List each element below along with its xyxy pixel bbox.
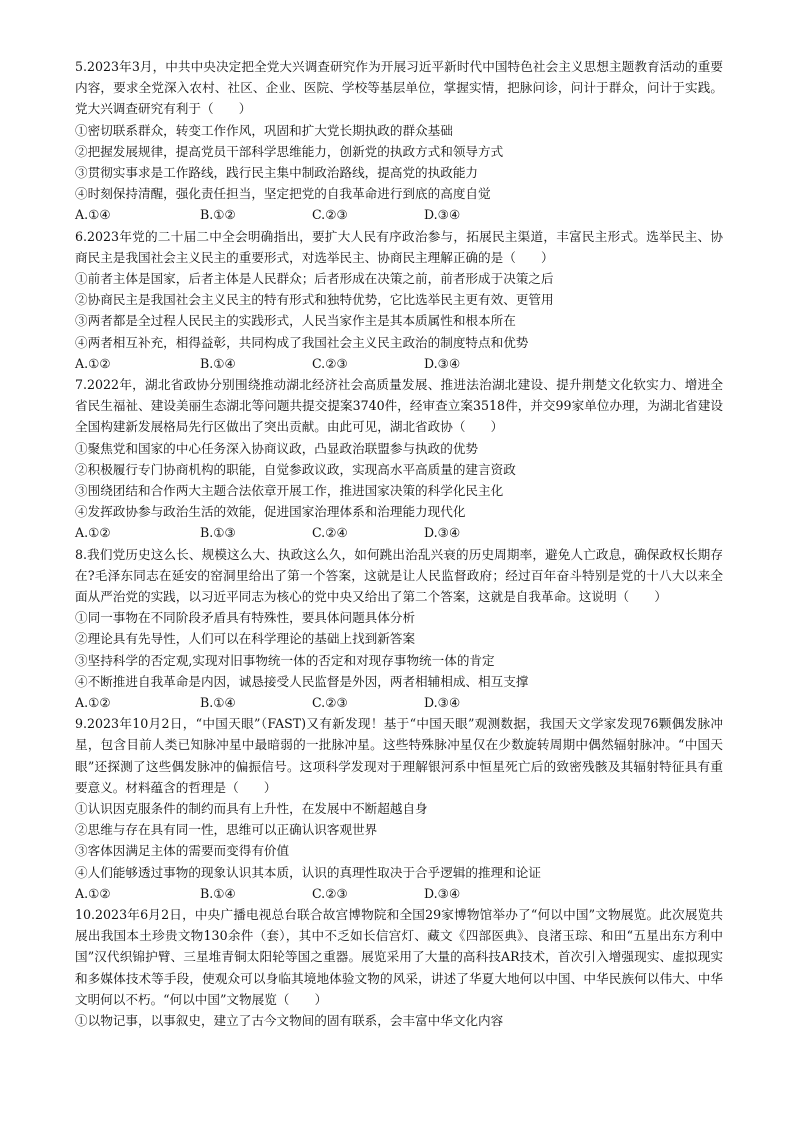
question-stem: 5.2023年3月，中共中央决定把全党大兴调查研究作为开展习近平新时代中国特色社会主义思想主题教育活动的重要内容，要求全党深入农村、社区、企业、医院、学校等基层单位，掌握实情，把脉问诊，问计于群众，问计于实践。党大兴调查研究有利于（ ） (75, 59, 723, 117)
question-8 (75, 544, 723, 714)
answer-c: C.②③ (312, 207, 348, 223)
answer-choices (75, 204, 723, 225)
answer-b: B.①④ (200, 695, 236, 711)
option-2: ②协商民主是我国社会主义民主的特有形式和独特优势，它比选举民主更有效、更管用 (75, 292, 554, 308)
option-2: ②思维与存在具有同一性，思维可以正确认识客观世界 (75, 822, 378, 838)
answer-d: D.③④ (424, 207, 461, 223)
answer-a: A.①② (75, 355, 111, 371)
question-6 (75, 226, 723, 374)
option-2: ②把握发展规律，提高党员干部科学思维能力，创新党的执政方式和领导方式 (75, 143, 504, 159)
question-10 (75, 904, 723, 1031)
question-9 (75, 713, 723, 904)
answer-d: D.③④ (424, 695, 461, 711)
option-2: ②理论具有先导性，人们可以在科学理论的基础上找到新答案 (75, 631, 416, 647)
answer-c: C.②③ (312, 355, 348, 371)
question-stem: 8.我们党历史这么长、规模这么大、执政这么久，如何跳出治乱兴衰的历史周期率，避免人亡政息，确保政权长期存在?毛泽东同志在延安的窑洞里给出了第一个答案，这就是让人民监督政府；经过百年奋斗特别是党的十八大以来全面从严治党的实践，以习近平同志为核心的党中央又给出了第二个答案，这就是自我革命。这说明（ ） (75, 546, 723, 605)
option-4: ④人们能够透过事物的现象认识其本质，认识的真理性取决于合乎逻辑的推理和论证 (75, 864, 541, 880)
option-2: ②积极履行专门协商机构的职能，自觉参政议政，实现高水平高质量的建言资政 (75, 461, 516, 477)
answer-c: C.②③ (312, 885, 348, 901)
option-1: ①前者主体是国家，后者主体是人民群众；后者形成在决策之前，前者形成于决策之后 (75, 271, 554, 287)
option-1: ①聚焦党和国家的中心任务深入协商议政，凸显政治联盟参与执政的优势 (75, 440, 478, 456)
option-1: ①认识因克服条件的制约而具有上升性，在发展中不断超越自身 (75, 801, 428, 817)
option-4: ④发挥政协参与政治生活的效能，促进国家治理体系和治理能力现代化 (75, 504, 466, 520)
option-3: ③围绕团结和合作两大主题合法依章开展工作，推进国家决策的科学化民主化 (75, 483, 504, 499)
answer-choices (75, 522, 723, 543)
answer-a: A.①④ (75, 207, 111, 223)
answer-c: C.②③ (312, 695, 348, 711)
answer-b: B.①③ (200, 525, 236, 541)
option-3: ③坚持科学的否定观,实现对旧事物统一体的否定和对现存事物统一体的肯定 (75, 652, 495, 668)
answer-d: D.③④ (424, 355, 461, 371)
question-7 (75, 374, 723, 544)
question-5 (75, 56, 723, 226)
option-3: ③两者都是全过程人民民主的实践形式，人民当家作主是其本质属性和根本所在 (75, 313, 516, 329)
answer-choices (75, 353, 723, 374)
question-stem: 10.2023年6月2日，中央广播电视总台联合故宫博物院和全国29家博物馆举办了“何以中国”文物展览。此次展览共展出我国本土珍贵文物130余件（套），其中不乏如长信宫灯、藏文《四部医典》、良渚玉琮、和田“五星出东方利中国”汉代织锦护臂、三星堆青铜太阳轮等国之重器。展览采用了大量的高科技AR技术，首次引入增强现实、虚拟现实和多媒体技术等手段，使观众可以身临其境地体验文物的风采，讲述了华夏大地何以中国、中华民族何以伟大、中华文明何以不朽。“何以中国”文物展览（ ） (75, 907, 723, 1007)
option-1: ①同一事物在不同阶段矛盾具有特殊性，要具体问题具体分析 (75, 610, 416, 626)
question-stem: 7.2022年，湖北省政协分别围绕推动湖北经济社会高质量发展、推进法治湖北建设、提升荆楚文化软实力、增进全省民生福祉、建设美丽生态湖北等问题共提交提案3740件，经审查立案3518件，并交99家单位办理，为湖北省建设全国构建新发展格局先行区做出了突出贡献。由此可见，湖北省政协（ ） (75, 377, 723, 435)
option-4: ④两者相互补充，相得益彰，共同构成了我国社会主义民主政治的制度特点和优势 (75, 334, 529, 350)
option-3: ③客体因满足主体的需要而变得有价值 (75, 843, 290, 859)
answer-a: A.①② (75, 695, 111, 711)
answer-b: B.①④ (200, 885, 236, 901)
exam-page (75, 56, 723, 1031)
answer-a: A.①② (75, 885, 111, 901)
option-3: ③贯彻实事求是工作路线，践行民主集中制政治路线，提高党的执政能力 (75, 165, 478, 181)
question-stem: 6.2023年党的二十届二中全会明确指出，要扩大人民有序政治参与，拓展民主渠道，丰富民主形式。选举民主、协商民主是我国社会主义民主的重要形式，对选举民主、协商民主理解正确的是（ ） (75, 228, 723, 265)
answer-b: B.①② (200, 207, 236, 223)
answer-choices (75, 692, 723, 713)
option-1: ①密切联系群众，转变工作作风，巩固和扩大党长期执政的群众基础 (75, 122, 453, 138)
option-1: ①以物记事，以事叙史，建立了古今文物间的固有联系，会丰富中华文化内容 (75, 1013, 504, 1029)
answer-d: D.③④ (424, 885, 461, 901)
option-4: ④时刻保持清醒，强化责任担当，坚定把党的自我革命进行到底的高度自觉 (75, 186, 491, 202)
answer-a: A.①② (75, 525, 111, 541)
question-stem: 9.2023年10月2日，“中国天眼”（FAST)又有新发现！基于“中国天眼”观测数据，我国天文学家发现76颗偶发脉冲星，包含目前人类已知脉冲星中最暗弱的一批脉冲星。这些特殊脉冲星仅在少数旋转周期中偶然辐射脉冲。“中国天眼”还探测了这些偶发脉冲的偏振信号。这项科学发现对于理解银河系中恒星死亡后的致密残骸及其辐射特征具有重要意义。材料蕴含的哲理是（ ） (75, 716, 723, 795)
answer-c: C.②④ (312, 525, 348, 541)
option-4: ④不断推进自我革命是内因，诚恳接受人民监督是外因，两者相辅相成、相互支撑 (75, 673, 529, 689)
answer-choices (75, 883, 723, 904)
answer-b: B.①④ (200, 355, 236, 371)
answer-d: D.③④ (424, 525, 461, 541)
